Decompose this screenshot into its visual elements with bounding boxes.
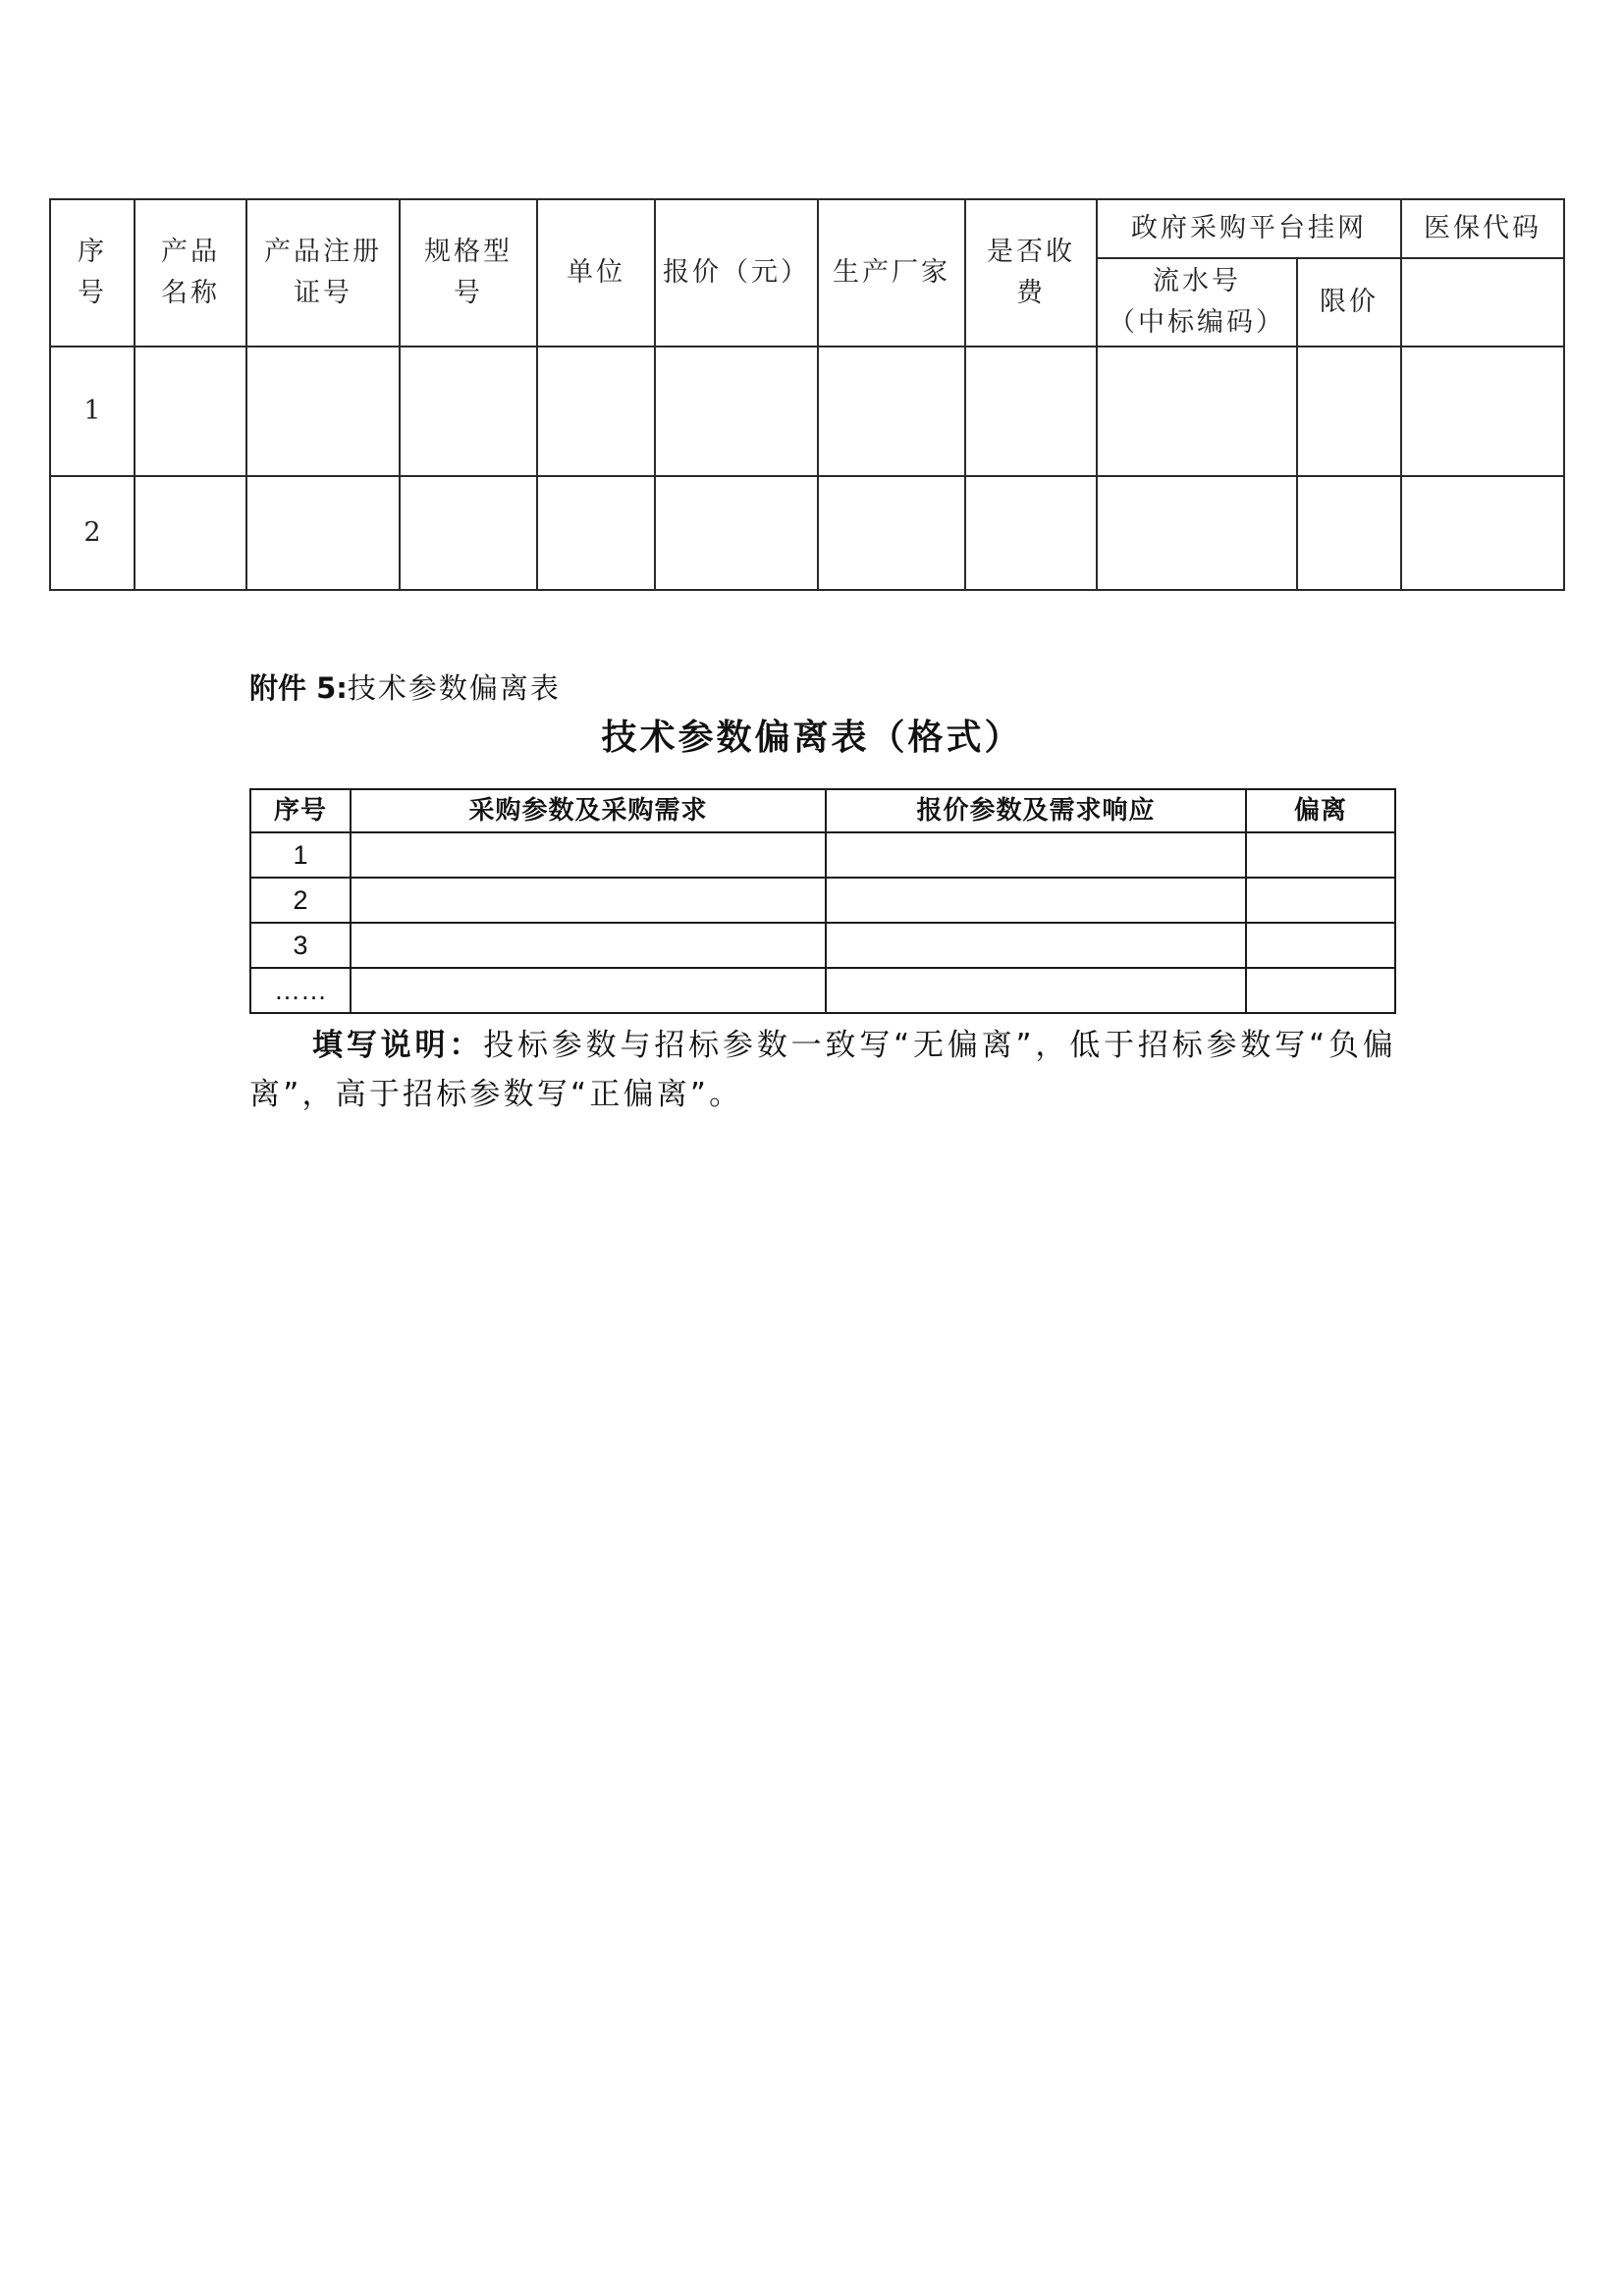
- header-spec-model: 规格型 号: [400, 199, 537, 347]
- header-procurement-params: 采购参数及采购需求: [351, 789, 826, 832]
- header-medical-code-blank: [1401, 258, 1564, 347]
- cell-product-name[interactable]: [135, 347, 246, 476]
- product-table-header-row: [50, 199, 1564, 258]
- header-is-charged: 是否收 费: [965, 199, 1097, 347]
- cell-registration-no[interactable]: [246, 476, 400, 590]
- deviation-table-header-row: [250, 789, 1395, 832]
- table-row: [250, 968, 1395, 1013]
- cell-deviation[interactable]: [1246, 878, 1395, 923]
- cell-medical-code[interactable]: [1401, 476, 1564, 590]
- cell-procurement-params[interactable]: [351, 878, 826, 923]
- header-serial-no: 流水号 （中标编码）: [1097, 258, 1297, 347]
- cell-deviation[interactable]: [1246, 832, 1395, 878]
- header-gov-platform: 政府采购平台挂网: [1097, 199, 1401, 258]
- cell-quoted-params[interactable]: [826, 923, 1246, 968]
- attachment-prefix: 附件 5:: [249, 671, 348, 705]
- cell-manufacturer[interactable]: [818, 476, 965, 590]
- row-seq: 3: [250, 923, 351, 968]
- header-deviation: 偏离: [1246, 789, 1395, 832]
- row-seq: 1: [250, 832, 351, 878]
- cell-medical-code[interactable]: [1401, 347, 1564, 476]
- cell-deviation[interactable]: [1246, 923, 1395, 968]
- fill-instructions: [249, 1021, 1396, 1119]
- table-row: [50, 476, 1564, 590]
- header-seq: 序号: [250, 789, 351, 832]
- cell-deviation[interactable]: [1246, 968, 1395, 1013]
- cell-unit[interactable]: [537, 476, 655, 590]
- cell-manufacturer[interactable]: [818, 347, 965, 476]
- row-seq: 2: [250, 878, 351, 923]
- cell-quoted-params[interactable]: [826, 832, 1246, 878]
- header-price-limit: 限价: [1297, 258, 1401, 347]
- attachment-name: 技术参数偏离表: [347, 671, 561, 705]
- row-seq: 2: [50, 476, 135, 590]
- table-row: [50, 347, 1564, 476]
- header-unit: 单位: [537, 199, 655, 347]
- cell-price-limit[interactable]: [1297, 347, 1401, 476]
- cell-is-charged[interactable]: [965, 347, 1097, 476]
- attachment-label: [249, 667, 561, 709]
- page-title: 技术参数偏离表（格式）: [601, 718, 1023, 758]
- cell-procurement-params[interactable]: [351, 923, 826, 968]
- header-manufacturer: 生产厂家: [818, 199, 965, 347]
- cell-registration-no[interactable]: [246, 347, 400, 476]
- header-medical-code: 医保代码: [1401, 199, 1564, 258]
- header-price: 报价（元）: [655, 199, 818, 347]
- row-seq: ……: [250, 968, 351, 1013]
- instructions-text: 投标参数与招标参数一致写“无偏离”，低于招标参数写“负偏离”，高于招标参数写“正偏离”。: [249, 1028, 1397, 1112]
- cell-quoted-params[interactable]: [826, 968, 1246, 1013]
- header-product-name: 产品 名称: [135, 199, 246, 347]
- table-row: [250, 878, 1395, 923]
- cell-procurement-params[interactable]: [351, 968, 826, 1013]
- deviation-table: [249, 788, 1396, 1014]
- cell-serial-no[interactable]: [1097, 347, 1297, 476]
- table-row: [250, 923, 1395, 968]
- cell-unit[interactable]: [537, 347, 655, 476]
- cell-quoted-params[interactable]: [826, 878, 1246, 923]
- cell-procurement-params[interactable]: [351, 832, 826, 878]
- cell-price[interactable]: [655, 347, 818, 476]
- cell-is-charged[interactable]: [965, 476, 1097, 590]
- instructions-label: 填写说明：: [312, 1028, 484, 1063]
- header-quoted-params: 报价参数及需求响应: [826, 789, 1246, 832]
- table-row: [250, 832, 1395, 878]
- cell-product-name[interactable]: [135, 476, 246, 590]
- cell-price[interactable]: [655, 476, 818, 590]
- header-registration-no: 产品注册 证号: [246, 199, 400, 347]
- cell-spec-model[interactable]: [400, 476, 537, 590]
- cell-spec-model[interactable]: [400, 347, 537, 476]
- header-seq: 序 号: [50, 199, 135, 347]
- cell-serial-no[interactable]: [1097, 476, 1297, 590]
- cell-price-limit[interactable]: [1297, 476, 1401, 590]
- product-table: [49, 198, 1565, 591]
- row-seq: 1: [50, 347, 135, 476]
